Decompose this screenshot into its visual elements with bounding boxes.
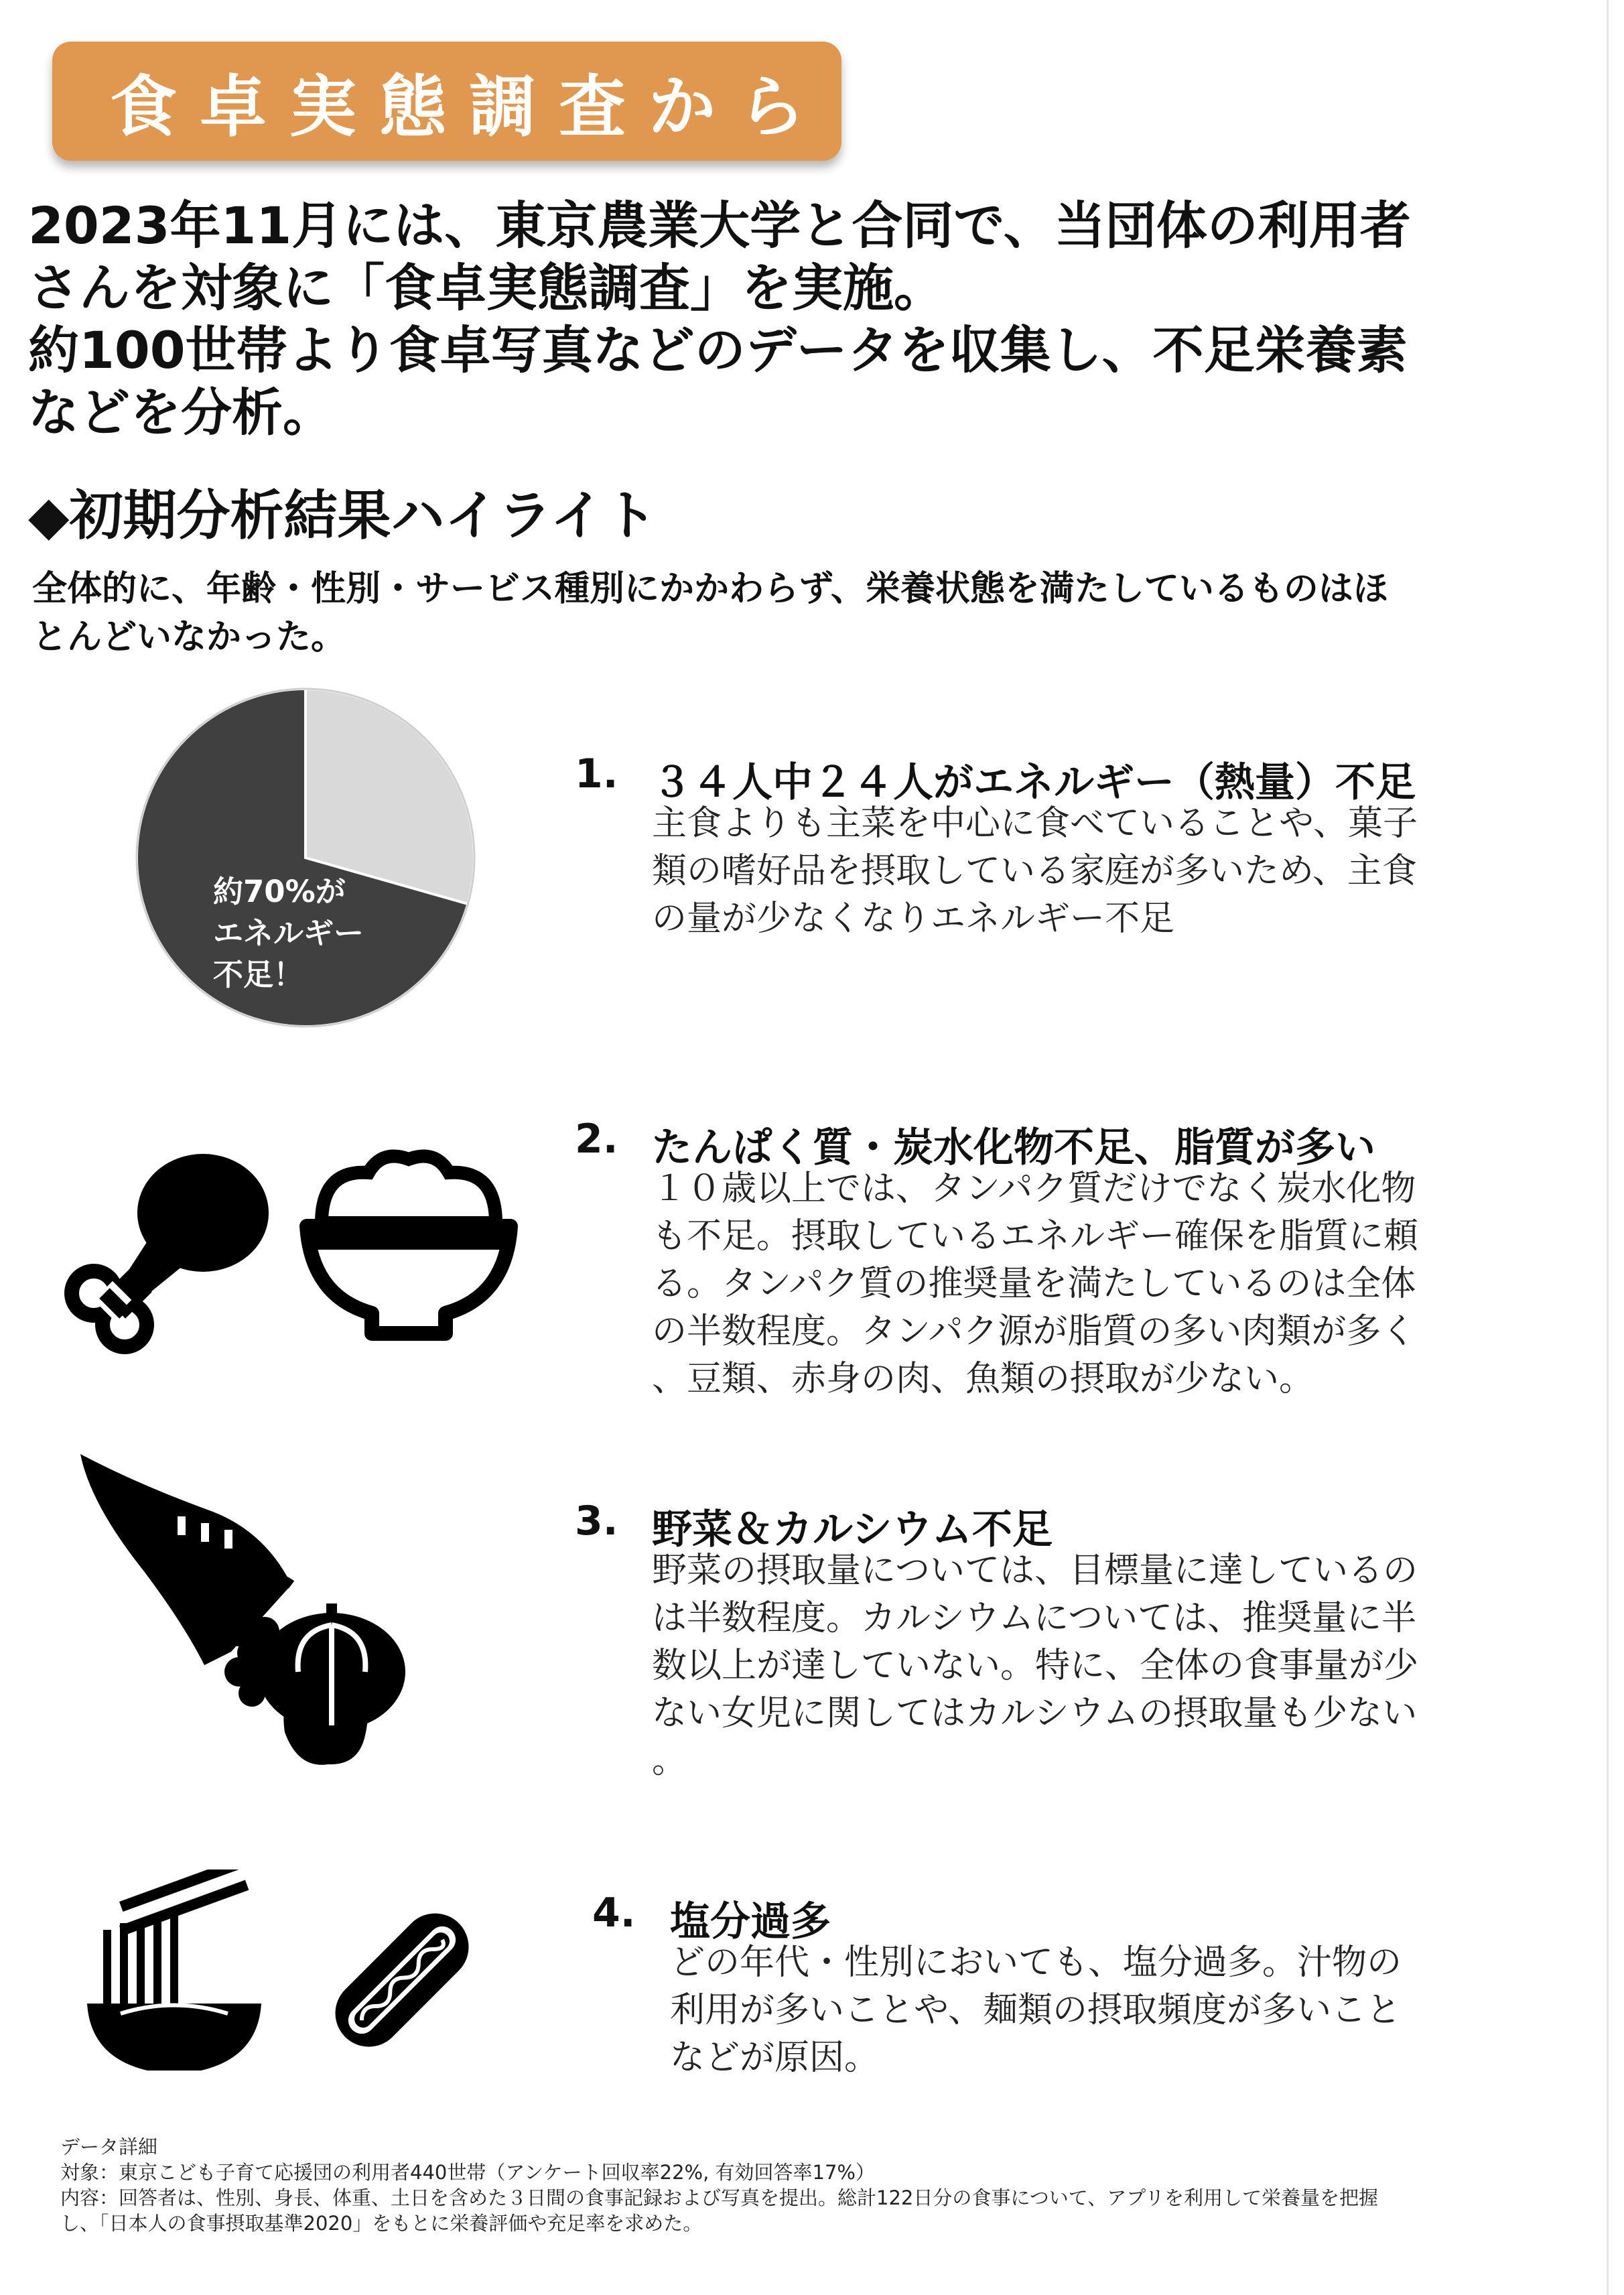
summary-paragraph xyxy=(32,565,1593,661)
finding-body-line: 野菜の摂取量については、目標量に達しているの xyxy=(652,1551,1418,1591)
finding-body-line: 、豆類、赤身の肉、魚類の摂取が少ない。 xyxy=(652,1359,1314,1399)
summary-line: とんどいなかった。 xyxy=(32,617,346,657)
footer-line: 内容：回答者は、性別、身長、体重、土日を含めた３日間の食事記録および写真を提出。総計122日分の食事について、アプリを利用して栄養量を把握 xyxy=(60,2186,1379,2209)
finding-body-line: 利用が多いことや、麺類の摂取頻度が多いこと xyxy=(670,1990,1401,2030)
summary-line: 全体的に、年齢・性別・サービス種別にかかわらず、栄養状態を満たしているものはほ xyxy=(32,569,1388,609)
finding-body xyxy=(652,1165,1418,1403)
highlight-heading: ◆初期分析結果ハイライト xyxy=(28,484,658,547)
hotdog-icon xyxy=(318,1896,486,2064)
pie-label-line: 約70%が xyxy=(213,874,346,909)
cornucopia-icon xyxy=(64,1451,405,1786)
intro-line: さんを対象に「食卓実態調査」を実施。 xyxy=(28,258,945,318)
finding-body xyxy=(670,1939,1402,2082)
pie-label-line: 不足！ xyxy=(213,957,304,992)
finding-body-line: ない女児に関してはカルシウムの摂取量も少ない xyxy=(652,1693,1418,1733)
finding-body-line: 類の嗜好品を摂取している家庭が多いため、主食 xyxy=(652,851,1417,891)
finding-body-line: どの年代・性別においても、塩分過多。汁物の xyxy=(670,1943,1402,1983)
title-banner xyxy=(52,42,841,161)
finding-number: 2. xyxy=(575,1116,618,1163)
finding-body-line: る。タンパク質の推奨量を満たしているのは全体 xyxy=(652,1264,1416,1304)
finding-body-line: 主食よりも主菜を中心に食べていることや、菓子 xyxy=(652,803,1418,844)
page-title: 食卓実態調査から xyxy=(110,68,828,146)
finding-number: 3. xyxy=(575,1498,618,1545)
finding-body-line: 数以上が達していない。特に、全体の食事量が少 xyxy=(652,1646,1419,1686)
finding-heading: 野菜＆カルシウム不足 xyxy=(652,1506,1053,1553)
intro-line: 約100世帯より食卓写真などのデータを収集し、不足栄養素 xyxy=(28,320,1408,380)
pie-label-line: エネルギー xyxy=(213,915,364,951)
finding-body-line: も不足。摂取しているエネルギー確保を脂質に頼 xyxy=(652,1216,1419,1256)
intro-line: などを分析。 xyxy=(28,383,334,442)
finding-heading: 塩分過多 xyxy=(670,1898,831,1945)
finding-body xyxy=(652,800,1418,943)
finding-body-line: の半数程度。タンパク源が脂質の多い肉類が多く xyxy=(652,1311,1416,1352)
finding-body-line: などが原因。 xyxy=(670,2038,880,2078)
footer-line: 対象：東京こども子育て応援団の利用者440世帯（アンケート回収率22%, 有効回答率17%） xyxy=(60,2161,875,2184)
rice-bowl-icon xyxy=(295,1142,523,1343)
finding-number: 4. xyxy=(592,1890,636,1937)
finding-body-line: 。 xyxy=(652,1741,687,1781)
data-details-footer xyxy=(60,2134,1378,2236)
finding-body-line: １０歳以上では、タンパク質だけでなく炭水化物 xyxy=(652,1169,1416,1209)
finding-heading: たんぱく質・炭水化物不足、脂質が多い xyxy=(652,1124,1375,1171)
pie-center-label xyxy=(213,871,364,996)
finding-heading: ３４人中２４人がエネルギー（熱量）不足 xyxy=(652,759,1416,806)
finding-body-line: の量が少なくなりエネルギー不足 xyxy=(652,899,1175,939)
finding-number: 1. xyxy=(575,750,618,797)
page-edge-rule xyxy=(1607,0,1609,2295)
intro-line: 2023年11月には、東京農業大学と合同で、当団体の利用者 xyxy=(28,196,1411,255)
noodle-bowl-icon xyxy=(80,1870,268,2077)
footer-heading: データ詳細 xyxy=(60,2136,158,2158)
finding-body-line: は半数程度。カルシウムについては、推奨量に半 xyxy=(652,1598,1417,1638)
intro-paragraph xyxy=(28,194,1589,444)
chicken-leg-icon xyxy=(52,1149,273,1364)
footer-line: し、「日本人の食事摂取基準2020」をもとに栄養評価や充足率を求めた。 xyxy=(60,2212,703,2235)
finding-body xyxy=(652,1547,1418,1785)
